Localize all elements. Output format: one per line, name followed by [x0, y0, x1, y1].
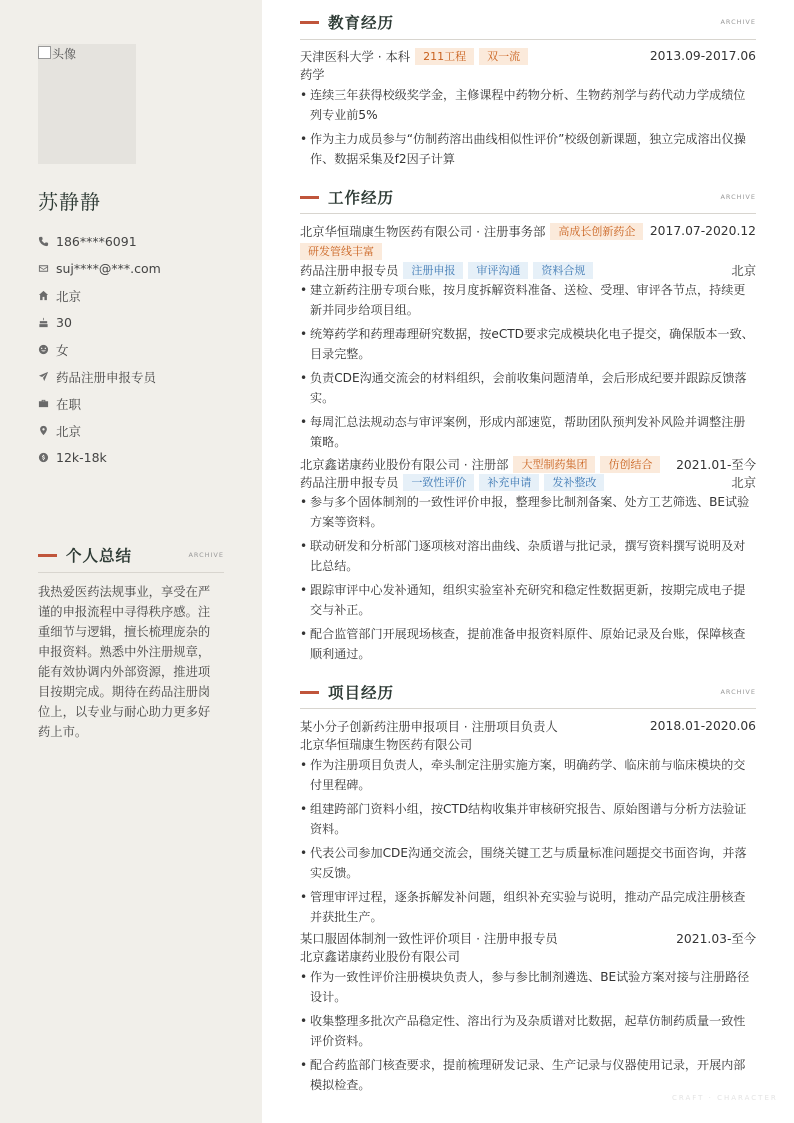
list-item: • 跟踪审评中心发补通知，组织实验室补充研究和稳定性数据更新，按期完成电子提交与补正。 — [300, 580, 756, 620]
school-tag: 211工程 — [415, 48, 474, 65]
list-item: • 统筹药学和药理毒理研究数据，按eCTD要求完成模块化电子提交，确保版本一致、目录完整。 — [300, 324, 756, 364]
education-entry — [300, 47, 756, 169]
info-home-text: 北京 — [56, 288, 82, 304]
avatar — [38, 44, 136, 164]
info-phone-text: 186****6091 — [56, 234, 137, 249]
work-section-header — [300, 186, 756, 208]
summary-text: 我热爱医药法规事业，享受在严谨的申报流程中寻得秩序感。注重细节与逻辑，擅长梳理庞杂的申报资料。熟悉中外注册规章，能有效协调内外部资源，推进项目按期完成。期待在药品注册岗位上，以专业与耐心助力更多好药上市。 — [38, 585, 211, 739]
money-icon — [38, 452, 49, 463]
projects-section-header — [300, 681, 756, 703]
list-item: • 代表公司参加CDE沟通交流会，围绕关键工艺与质量标准问题提交书面咨询，并落实反馈。 — [300, 843, 756, 883]
info-email-text: suj****@***.com — [56, 261, 161, 276]
project-entry-1 — [300, 717, 756, 927]
info-salary — [38, 444, 238, 471]
contact-info-list — [38, 228, 238, 471]
role-tag: 注册申报 — [403, 262, 463, 279]
education-title: 教育经历 — [328, 14, 395, 32]
summary-divider — [38, 572, 224, 573]
work-entry-2 — [300, 455, 756, 664]
education-major: 药学 — [300, 68, 325, 82]
cake-icon — [38, 317, 49, 328]
work-entry-1 — [300, 222, 756, 452]
projects-archive-label: ARCHIVE — [720, 688, 756, 696]
work-date: 2021.01-至今 — [676, 458, 756, 472]
home-icon — [38, 290, 49, 301]
work-role-row — [300, 473, 756, 491]
company-tag: 高成长创新药企 — [550, 223, 643, 240]
role-tag: 发补整改 — [544, 474, 604, 491]
list-item: • 配合监管部门开展现场核查，提前准备申报资料原件、原始记录及台账，保障核查顺利通过。 — [300, 624, 756, 664]
education-major-row — [300, 65, 756, 83]
work-date: 2017.07-2020.12 — [649, 224, 756, 238]
phone-icon — [38, 236, 49, 247]
list-item: • 作为主力成员参与“仿制药溶出曲线相似性评价”校级创新课题，独立完成溶出仪操作、数据采集及f2因子计算 — [300, 129, 756, 169]
project-org-row — [300, 735, 756, 753]
list-item: • 作为注册项目负责人，牵头制定注册实施方案，明确药学、临床前与临床模块的交付里程碑。 — [300, 755, 756, 795]
face-icon — [38, 344, 49, 355]
list-item: • 连续三年获得校级奖学金，主修课程中药物分析、生物药剂学与药代动力学成绩位列专业前5% — [300, 85, 756, 125]
role-tag: 补充申请 — [479, 474, 539, 491]
avatar-alt-label: 头像 — [52, 47, 77, 61]
education-divider — [300, 39, 756, 40]
list-item: • 负责CDE沟通交流会的材料组织，会前收集问题清单，会后形成纪要并跟踪反馈落实。 — [300, 368, 756, 408]
list-item: • 收集整理多批次产品稳定性、溶出行为及杂质谱对比数据，起草仿制药质量一致性评价资料。 — [300, 1011, 756, 1051]
company-tag: 大型制药集团 — [513, 456, 595, 473]
section-accent-bar — [300, 196, 319, 199]
project-date: 2018.01-2020.06 — [649, 719, 756, 733]
project-bullets — [300, 967, 756, 1095]
info-age — [38, 309, 238, 336]
section-accent-bar — [38, 554, 57, 557]
projects-divider — [300, 708, 756, 709]
info-home — [38, 282, 238, 309]
main-content — [262, 0, 794, 1123]
list-item: • 配合药监部门核查要求，提前梳理研发记录、生产记录与仪器使用记录，开展内部模拟检查。 — [300, 1055, 756, 1095]
candidate-name: 苏静静 — [38, 190, 101, 214]
work-bullets — [300, 280, 756, 452]
role-name: 药品注册申报专员 — [300, 476, 399, 490]
summary-archive-label: ARCHIVE — [188, 551, 224, 559]
project-org: 北京华恒瑞康生物医药有限公司 — [300, 738, 473, 752]
education-date: 2013.09-2017.06 — [649, 49, 756, 63]
projects-title: 项目经历 — [328, 684, 395, 702]
summary-section-header — [38, 544, 224, 566]
list-item: • 管理审评过程，逐条拆解发补问题，组织补充实验与说明，推动产品完成注册核查并获批生产。 — [300, 887, 756, 927]
broken-image-icon — [38, 46, 51, 59]
info-status-text: 在职 — [56, 396, 82, 412]
send-icon — [38, 371, 49, 382]
project-header-row — [300, 717, 756, 735]
info-gender-text: 女 — [56, 342, 69, 358]
list-item: • 联动研发和分析部门逐项核对溶出曲线、杂质谱与批记录，撰写资料撰写说明及对比总结。 — [300, 536, 756, 576]
education-header-row — [300, 47, 756, 65]
location-pin-icon — [38, 425, 49, 436]
list-item: • 建立新药注册专项台账，按月度拆解资料准备、送检、受理、审评各节点，持续更新并同步给项目组。 — [300, 280, 756, 320]
work-title: 工作经历 — [328, 189, 395, 207]
info-location — [38, 417, 238, 444]
footer-watermark: CRAFT · CHARACTER — [672, 1094, 778, 1102]
info-email — [38, 255, 238, 282]
info-status — [38, 390, 238, 417]
project-bullets — [300, 755, 756, 927]
work-bullets — [300, 492, 756, 664]
company-name: 北京鑫诺康药业股份有限公司 · 注册部 — [300, 458, 509, 472]
company-name: 北京华恒瑞康生物医药有限公司 · 注册事务部 — [300, 225, 546, 239]
list-item: • 参与多个固体制剂的一致性评价申报，整理参比制剂备案、处方工艺筛选、BE试验方案等资料。 — [300, 492, 756, 532]
work-header-row — [300, 222, 756, 260]
work-role-row — [300, 261, 756, 279]
info-gender — [38, 336, 238, 363]
avatar-alt-text — [38, 45, 76, 62]
list-item: • 作为一致性评价注册模块负责人，参与参比制剂遴选、BE试验方案对接与注册路径设计。 — [300, 967, 756, 1007]
school-name: 天津医科大学 · 本科 — [300, 50, 411, 64]
list-item: • 每周汇总法规动态与审评案例，形成内部速览，帮助团队预判发补风险并调整注册策略。 — [300, 412, 756, 452]
work-city: 北京 — [731, 476, 756, 490]
education-section-header — [300, 11, 756, 33]
project-entry-2 — [300, 929, 756, 1095]
project-name: 某口服固体制剂一致性评价项目 · 注册申报专员 — [300, 932, 558, 946]
role-tag: 资料合规 — [533, 262, 593, 279]
project-org: 北京鑫诺康药业股份有限公司 — [300, 950, 460, 964]
work-divider — [300, 213, 756, 214]
company-tag: 仿创结合 — [600, 456, 660, 473]
role-tag: 一致性评价 — [403, 474, 474, 491]
company-tag: 研发管线丰富 — [300, 243, 382, 260]
role-tag: 审评沟通 — [468, 262, 528, 279]
summary-title: 个人总结 — [66, 547, 133, 565]
work-archive-label: ARCHIVE — [720, 193, 756, 201]
work-header-row — [300, 455, 756, 473]
education-bullets — [300, 85, 756, 169]
info-age-text: 30 — [56, 315, 72, 330]
list-item: • 组建跨部门资料小组，按CTD结构收集并审核研究报告、原始图谱与分析方法验证资料。 — [300, 799, 756, 839]
email-icon — [38, 263, 49, 274]
section-accent-bar — [300, 691, 319, 694]
info-phone — [38, 228, 238, 255]
section-accent-bar — [300, 21, 319, 24]
info-location-text: 北京 — [56, 423, 82, 439]
info-salary-text: 12k-18k — [56, 450, 107, 465]
work-city: 北京 — [731, 264, 756, 278]
info-position-text: 药品注册申报专员 — [56, 369, 157, 385]
education-archive-label: ARCHIVE — [720, 18, 756, 26]
project-name: 某小分子创新药注册申报项目 · 注册项目负责人 — [300, 720, 558, 734]
project-date: 2021.03-至今 — [676, 932, 756, 946]
role-name: 药品注册申报专员 — [300, 264, 399, 278]
sidebar — [0, 0, 262, 1123]
project-header-row — [300, 929, 756, 947]
briefcase-icon — [38, 398, 49, 409]
project-org-row — [300, 947, 756, 965]
info-position — [38, 363, 238, 390]
school-tag: 双一流 — [479, 48, 528, 65]
